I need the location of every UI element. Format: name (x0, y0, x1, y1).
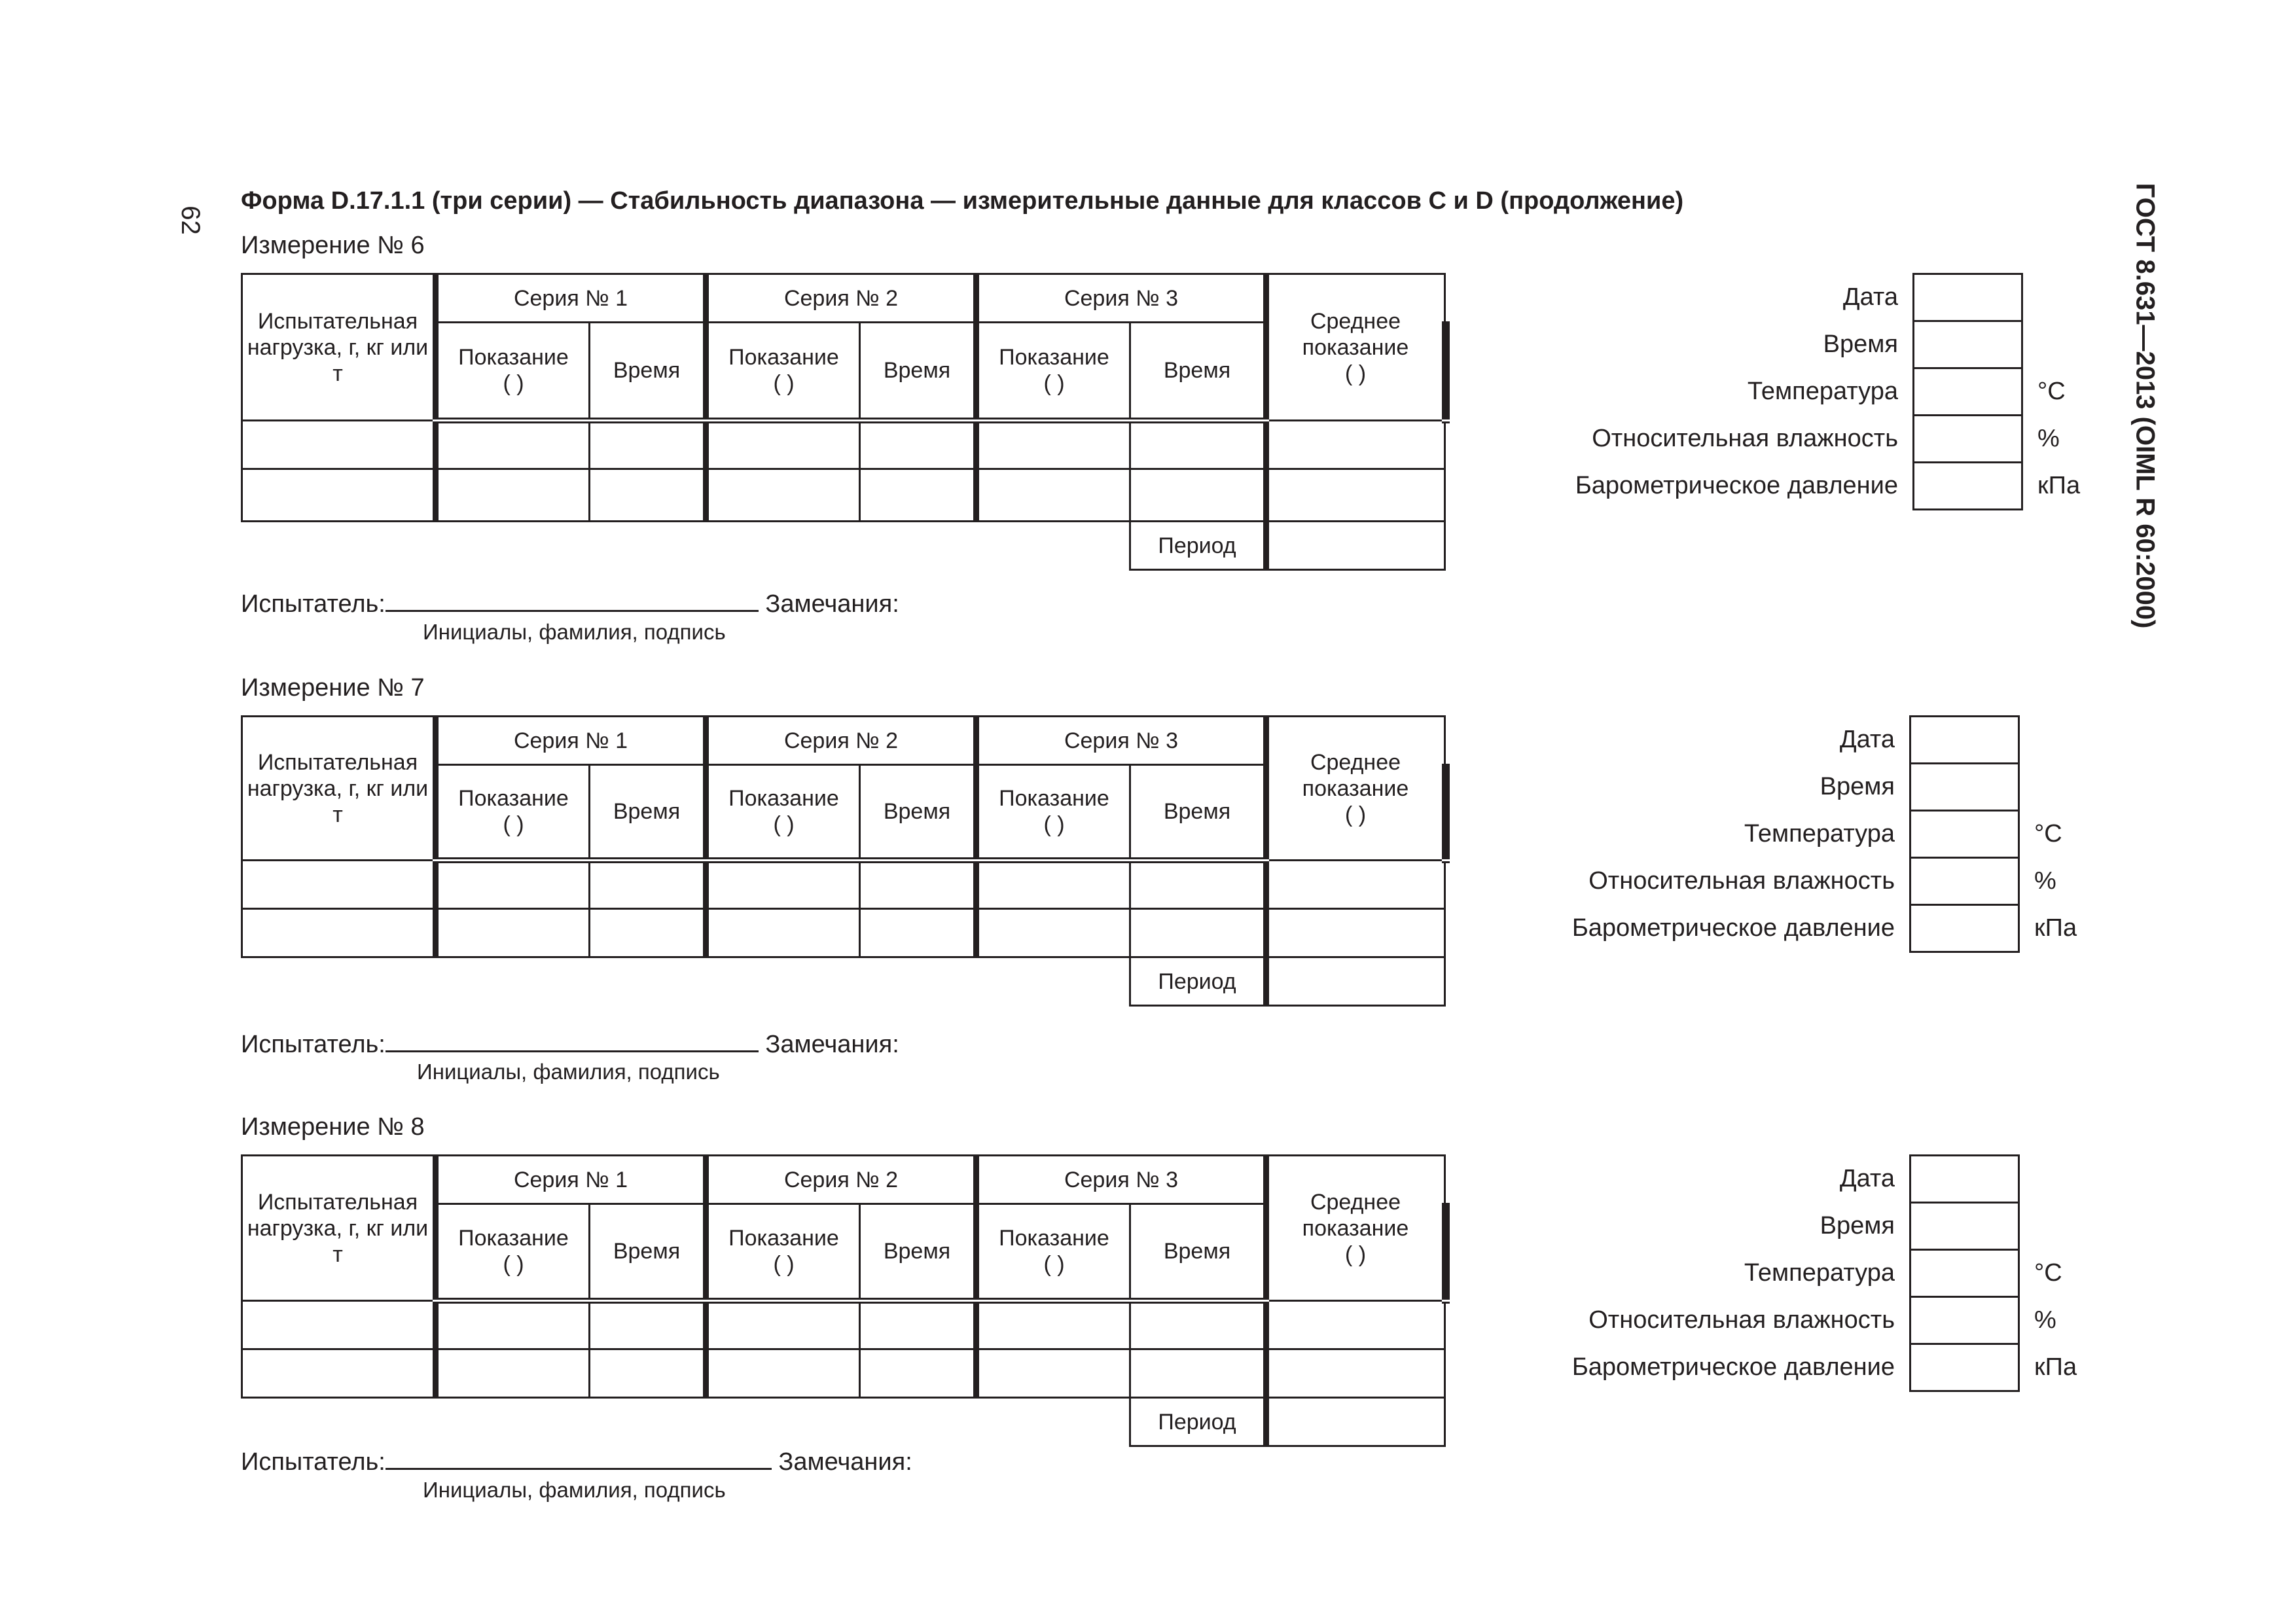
unit-celsius: °C (2034, 820, 2062, 847)
env-temperature-label: Температура (1744, 820, 1895, 847)
header-series-1: Серия № 1 (436, 717, 706, 765)
header-average (1266, 1156, 1445, 1301)
tester-line (241, 1446, 912, 1476)
env-pressure-label: Барометрическое давление (1571, 1353, 1895, 1381)
env-time-field[interactable] (1910, 1203, 2019, 1250)
unit-paren: ( ) (1043, 1252, 1065, 1277)
header-load: Испытательная нагрузка, г, кг или т (242, 274, 436, 421)
header-reading (977, 323, 1130, 421)
unit-paren: ( ) (503, 812, 524, 837)
header-series-2: Серия № 2 (706, 1156, 977, 1204)
header-reading (706, 765, 860, 861)
env-pressure-field[interactable] (1910, 1344, 2019, 1391)
env-date-field[interactable] (1910, 717, 2019, 764)
period-value-cell[interactable] (1266, 1398, 1445, 1446)
header-average (1266, 717, 1445, 861)
header-reading-label: Показание (999, 345, 1109, 370)
tester-label: Испытатель: (241, 1031, 386, 1058)
average-cell[interactable] (1266, 1349, 1445, 1398)
header-reading-label: Показание (999, 786, 1109, 811)
env-date-label: Дата (1839, 726, 1895, 753)
env-date-label: Дата (1842, 283, 1898, 311)
measurement-title: Измерение № 7 (241, 674, 425, 702)
env-time-label: Время (1823, 330, 1898, 358)
header-reading (436, 1204, 590, 1301)
unit-paren: ( ) (1043, 371, 1065, 396)
header-reading-label: Показание (458, 345, 569, 370)
header-time: Время (860, 1204, 977, 1301)
header-average-cell (1445, 1204, 1449, 1301)
env-date-field[interactable] (1914, 274, 2022, 321)
env-temperature-field[interactable] (1914, 368, 2022, 416)
signature-caption: Инициалы, фамилия, подпись (423, 1478, 726, 1502)
env-temperature-label: Температура (1747, 378, 1898, 405)
env-temperature-field[interactable] (1910, 811, 2019, 858)
time-cell[interactable] (590, 1349, 706, 1398)
header-series-3: Серия № 3 (977, 1156, 1266, 1204)
env-time-label: Время (1820, 1212, 1895, 1240)
tester-signature-line[interactable] (386, 1446, 772, 1470)
header-series-2: Серия № 2 (706, 274, 977, 323)
unit-paren: ( ) (1344, 1241, 1367, 1267)
reading-cell[interactable] (436, 1301, 590, 1349)
reading-cell[interactable] (977, 1301, 1130, 1349)
header-time: Время (860, 323, 977, 421)
signature-caption: Инициалы, фамилия, подпись (423, 620, 726, 644)
measurement-block-7 (0, 442, 2296, 1084)
tester-label: Испытатель: (241, 1448, 386, 1476)
header-average-label: Среднее показание (1302, 308, 1409, 360)
page-number: 62 (175, 205, 205, 235)
header-reading (706, 323, 860, 421)
env-time-field[interactable] (1910, 764, 2019, 811)
period-label: Период (1130, 957, 1266, 1006)
header-load: Испытательная нагрузка, г, кг или т (242, 1156, 436, 1301)
load-cell[interactable] (242, 1349, 436, 1398)
header-average-cell (1445, 323, 1449, 421)
header-time: Время (1130, 1204, 1266, 1301)
table-row (242, 1301, 1449, 1349)
unit-percent: % (2034, 867, 2056, 895)
measurement-title: Измерение № 6 (241, 232, 425, 259)
env-humidity-label: Относительная влажность (1588, 1306, 1895, 1334)
env-humidity-label: Относительная влажность (1588, 867, 1895, 895)
header-reading (977, 765, 1130, 861)
measurement-title: Измерение № 8 (241, 1113, 425, 1141)
standard-designation: ГОСТ 8.631—2013 (OIML R 60:2000) (2130, 183, 2160, 629)
measurement-table (241, 1154, 1450, 1447)
header-average (1266, 274, 1445, 421)
env-date-field[interactable] (1910, 1156, 2019, 1203)
period-row (242, 1398, 1449, 1446)
table-row (242, 1349, 1449, 1398)
header-series-1: Серия № 1 (436, 1156, 706, 1204)
time-cell[interactable] (1130, 1349, 1266, 1398)
period-label: Период (1130, 1398, 1266, 1446)
env-pressure-label: Барометрическое давление (1575, 472, 1898, 499)
reading-cell[interactable] (706, 1301, 860, 1349)
header-time: Время (590, 323, 706, 421)
time-cell[interactable] (860, 1301, 977, 1349)
header-series-3: Серия № 3 (977, 717, 1266, 765)
time-cell[interactable] (1130, 1301, 1266, 1349)
unit-paren: ( ) (1344, 361, 1367, 386)
unit-paren: ( ) (503, 1252, 524, 1277)
env-time-label: Время (1820, 773, 1895, 800)
env-humidity-field[interactable] (1910, 1297, 2019, 1344)
header-reading (706, 1204, 860, 1301)
header-reading (436, 765, 590, 861)
unit-percent: % (2037, 425, 2060, 452)
header-reading-label: Показание (999, 1226, 1109, 1251)
reading-cell[interactable] (436, 1349, 590, 1398)
env-humidity-label: Относительная влажность (1592, 425, 1898, 452)
form-title: Форма D.17.1.1 (три серии) — Стабильность диапазона — измерительные данные для классов C и D (продолжение) (241, 187, 1684, 215)
time-cell[interactable] (590, 1301, 706, 1349)
env-temperature-label: Температура (1744, 1259, 1895, 1287)
header-series-1: Серия № 1 (436, 274, 706, 323)
header-time: Время (1130, 765, 1266, 861)
header-reading-label: Показание (458, 786, 569, 811)
unit-celsius: °C (2034, 1259, 2062, 1287)
header-time: Время (590, 1204, 706, 1301)
header-time: Время (1130, 323, 1266, 421)
header-average-label: Среднее показание (1302, 749, 1409, 801)
env-date-label: Дата (1839, 1165, 1895, 1192)
header-time: Время (860, 765, 977, 861)
unit-kpa: кПа (2034, 914, 2077, 942)
unit-percent: % (2034, 1306, 2056, 1334)
time-cell[interactable] (860, 1349, 977, 1398)
remarks-label: Замечания: (778, 1448, 912, 1476)
unit-paren: ( ) (503, 371, 524, 396)
header-reading (436, 323, 590, 421)
unit-paren: ( ) (773, 812, 795, 837)
header-average-cell (1445, 765, 1449, 861)
header-load: Испытательная нагрузка, г, кг или т (242, 717, 436, 861)
header-reading-label: Показание (728, 1226, 839, 1251)
unit-paren: ( ) (1043, 812, 1065, 837)
remarks-label: Замечания: (765, 590, 899, 618)
reading-cell[interactable] (706, 1349, 860, 1398)
remarks-label: Замечания: (765, 1031, 899, 1058)
unit-paren: ( ) (1344, 802, 1367, 827)
signature-caption: Инициалы, фамилия, подпись (417, 1060, 720, 1084)
tester-label: Испытатель: (241, 590, 386, 618)
unit-kpa: кПа (2037, 472, 2081, 499)
measurement-block-8 (0, 882, 2296, 1502)
measurement-block-6 (0, 0, 2296, 644)
header-reading (977, 1204, 1130, 1301)
unit-kpa: кПа (2034, 1353, 2077, 1381)
header-reading-label: Показание (728, 786, 839, 811)
env-temperature-field[interactable] (1910, 1250, 2019, 1297)
header-time: Время (590, 765, 706, 861)
unit-celsius: °C (2037, 378, 2066, 405)
reading-cell[interactable] (977, 1349, 1130, 1398)
env-pressure-label: Барометрическое давление (1571, 914, 1895, 942)
unit-paren: ( ) (773, 1252, 795, 1277)
header-series-3: Серия № 3 (977, 274, 1266, 323)
header-reading-label: Показание (458, 1226, 569, 1251)
header-series-2: Серия № 2 (706, 717, 977, 765)
average-cell[interactable] (1266, 1301, 1445, 1349)
env-time-field[interactable] (1914, 321, 2022, 368)
header-average-label: Среднее показание (1302, 1189, 1409, 1241)
unit-paren: ( ) (773, 371, 795, 396)
environment-table (1502, 1154, 2087, 1392)
header-reading-label: Показание (728, 345, 839, 370)
period-label: Период (1130, 522, 1266, 570)
load-cell[interactable] (242, 1301, 436, 1349)
